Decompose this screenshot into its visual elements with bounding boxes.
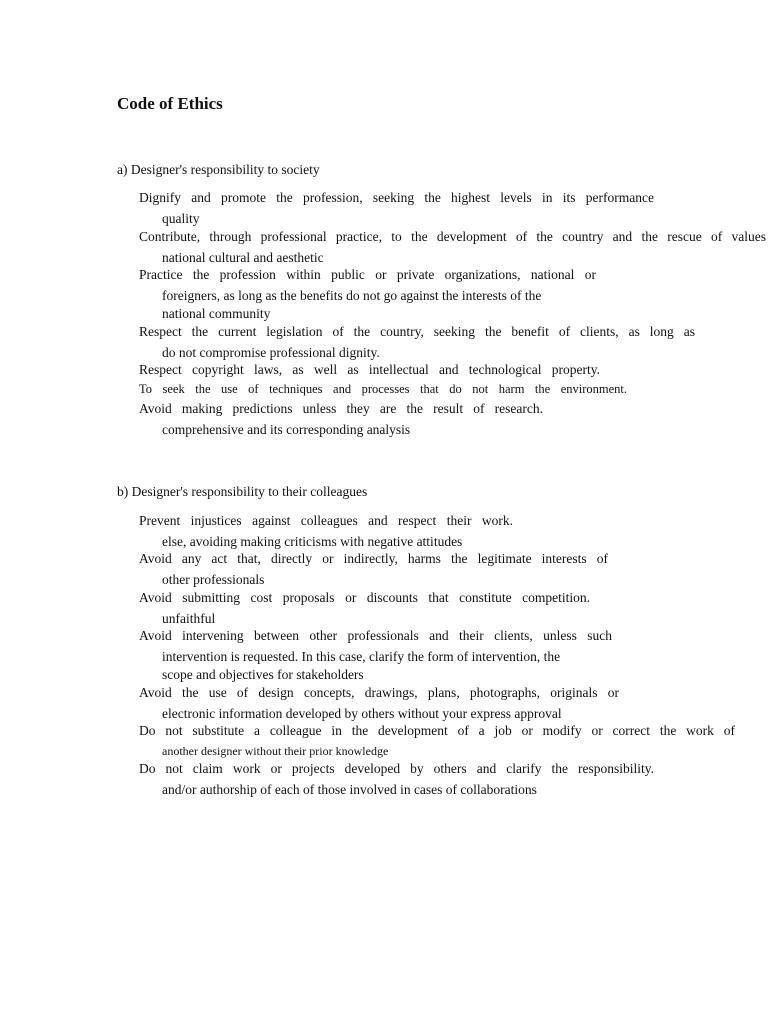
list-item: Avoid making predictions unless they are the result of research. (139, 401, 543, 416)
section-heading-society: a) Designer's responsibility to society (117, 162, 320, 177)
list-item: Dignify and promote the profession, seeking the highest levels in its performance (139, 190, 654, 205)
list-item: Respect the current legislation of the country, seeking the benefit of clients, as long as (139, 324, 695, 339)
list-item-continuation: scope and objectives for stakeholders (162, 667, 364, 682)
section-heading-colleagues: b) Designer's responsibility to their colleagues (117, 484, 368, 499)
list-item-continuation: unfaithful (162, 611, 216, 626)
list-item-continuation: another designer without their prior knowledge (162, 744, 389, 758)
list-item: To seek the use of techniques and processes that do not harm the environment. (139, 382, 627, 396)
list-item-continuation: else, avoiding making criticisms with negative attitudes (162, 534, 463, 549)
list-item: Avoid intervening between other professionals and their clients, unless such (139, 628, 612, 643)
document-title: Code of Ethics (117, 94, 223, 113)
list-item-continuation: national community (162, 306, 271, 321)
list-item: Prevent injustices against colleagues and respect their work. (139, 513, 513, 528)
list-item: Avoid submitting cost proposals or discounts that constitute competition. (139, 590, 590, 605)
list-item: Do not claim work or projects developed by others and clarify the responsibility. (139, 761, 654, 776)
list-item: Practice the profession within public or private organizations, national or (139, 267, 596, 282)
list-item: Respect copyright laws, as well as intellectual and technological property. (139, 362, 600, 377)
list-item-continuation: comprehensive and its corresponding analysis (162, 422, 411, 437)
list-item-continuation: other professionals (162, 572, 265, 587)
list-item: Do not substitute a colleague in the development of a job or modify or correct the work of (139, 723, 735, 738)
list-item-continuation: and/or authorship of each of those involved in cases of collaborations (162, 782, 537, 797)
list-item: Avoid the use of design concepts, drawings, plans, photographs, originals or (139, 685, 619, 700)
list-item-continuation: do not compromise professional dignity. (162, 345, 380, 360)
list-item-continuation: electronic information developed by others without your express approval (162, 706, 562, 721)
list-item-continuation: national cultural and aesthetic (162, 250, 324, 265)
list-item-continuation: intervention is requested. In this case, clarify the form of intervention, the (162, 649, 561, 664)
list-item-continuation: quality (162, 211, 200, 226)
list-item-continuation: foreigners, as long as the benefits do not go against the interests of the (162, 288, 542, 303)
list-item: Avoid any act that, directly or indirectly, harms the legitimate interests of (139, 551, 608, 566)
list-item: Contribute, through professional practice, to the development of the country and the rescue of values (139, 229, 766, 244)
